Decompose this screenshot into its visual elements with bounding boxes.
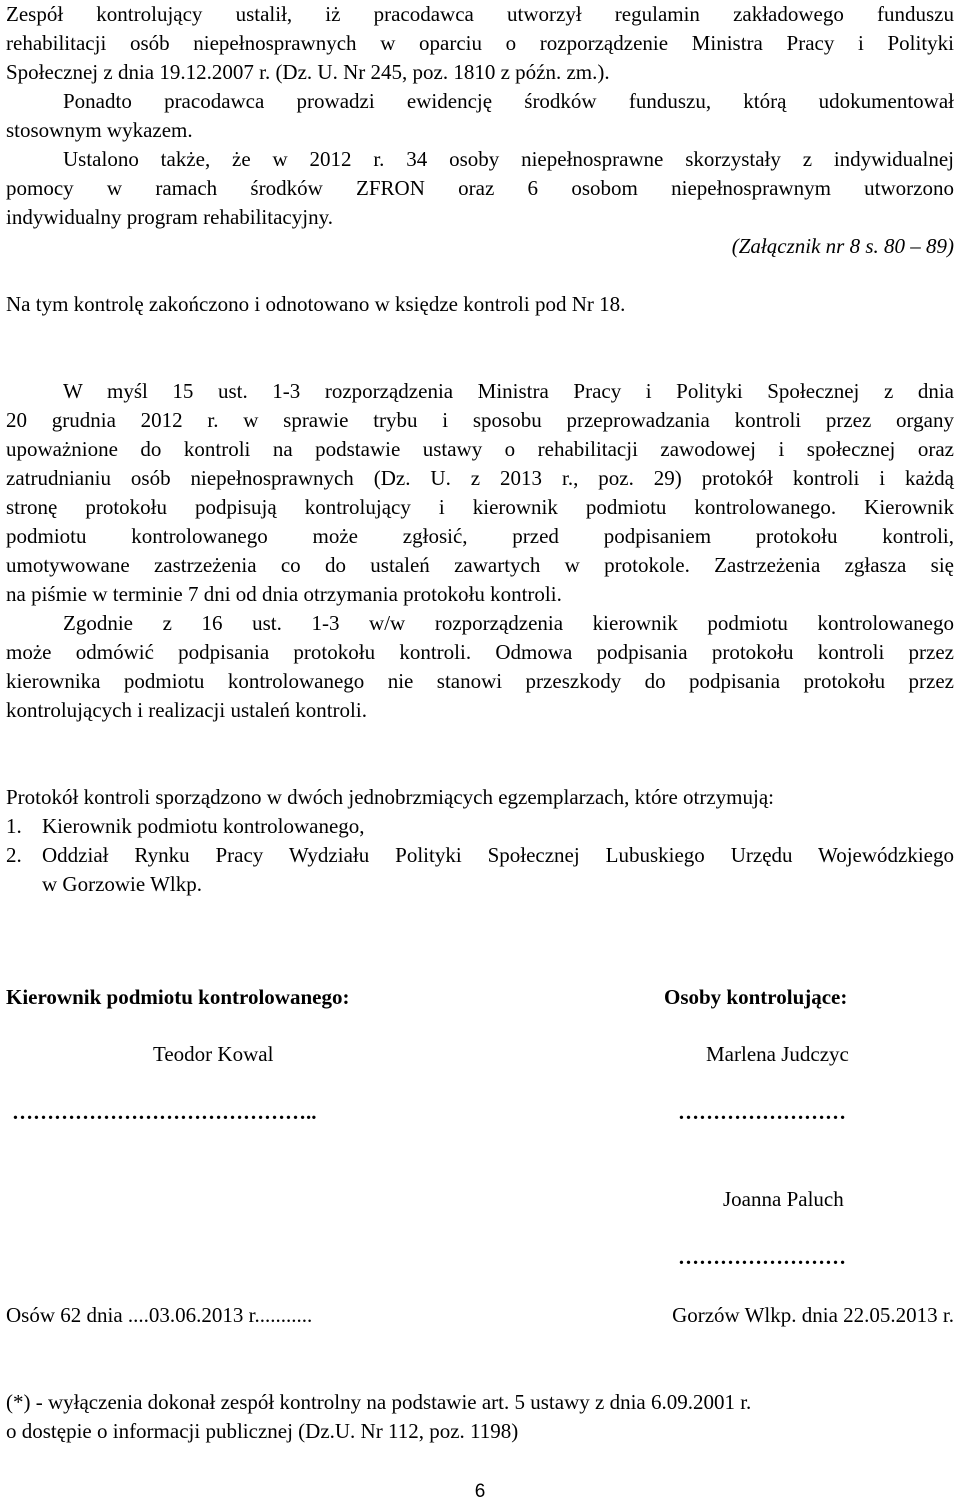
paragraph-line: umotywowane zastrzeżenia co do ustaleń zawartych w protokole. Zastrzeżenia zgłasza się <box>6 553 954 577</box>
list-item-continuation: w Gorzowie Wlkp. <box>42 872 202 896</box>
page-number: 6 <box>474 1481 486 1502</box>
list-item: Kierownik podmiotu kontrolowanego, <box>42 814 365 838</box>
footnote-line: (*) - wyłączenia dokonał zespół kontrolny na podstawie art. 5 ustawy z dnia 6.09.2001 r. <box>6 1390 752 1414</box>
footnote-line: o dostępie o informacji publicznej (Dz.U. Nr 112, poz. 1198) <box>6 1419 519 1443</box>
paragraph-line: Zgodnie z 16 ust. 1-3 w/w rozporządzenia kierownik podmiotu kontrolowanego <box>63 611 954 635</box>
paragraph-line: pomocy w ramach środków ZFRON oraz 6 osobom niepełnosprawnym utworzono <box>6 176 954 200</box>
copies-intro: Protokół kontroli sporządzono w dwóch jednobrzmiących egzemplarzach, które otrzymują: <box>6 785 774 809</box>
list-number: 2. <box>6 843 22 867</box>
paragraph-line: indywidualny program rehabilitacyjny. <box>6 205 333 229</box>
paragraph-line: może odmówić podpisania protokołu kontroli. Odmowa podpisania protokołu kontroli przez <box>6 640 954 664</box>
paragraph-line: kontrolujących i realizacji ustaleń kontroli. <box>6 698 367 722</box>
list-item: Oddział Rynku Pracy Wydziału Polityki Społecznej Lubuskiego Urzędu Wojewódzkiego <box>42 843 954 867</box>
right-signer-name-1: Marlena Judczyc <box>706 1042 849 1066</box>
right-signature-line-2: …………………… <box>678 1245 846 1269</box>
paragraph-line: 20 grudnia 2012 r. w sprawie trybu i sposobu przeprowadzania kontroli przez organy <box>6 408 954 432</box>
paragraph-line: stosownym wykazem. <box>6 118 193 142</box>
paragraph-line: podmiotu kontrolowanego może zgłosić, przed podpisaniem protokołu kontroli, <box>6 524 954 548</box>
paragraph-line: Ustalono także, że w 2012 r. 34 osoby niepełnosprawne skorzystały z indywidualnej <box>63 147 954 171</box>
right-signature-heading: Osoby kontrolujące: <box>664 985 848 1009</box>
paragraph-line: W myśl 15 ust. 1-3 rozporządzenia Ministra Pracy i Polityki Społecznej z dnia <box>63 379 954 403</box>
right-signer-name-2: Joanna Paluch <box>723 1187 844 1211</box>
paragraph-line: rehabilitacji osób niepełnosprawnych w oparciu o rozporządzenie Ministra Pracy i Polityki <box>6 31 954 55</box>
left-signature-heading: Kierownik podmiotu kontrolowanego: <box>6 985 350 1009</box>
paragraph-line: Zespół kontrolujący ustalił, iż pracodawca utworzył regulamin zakładowego funduszu <box>6 2 954 26</box>
attachment-reference: (Załącznik nr 8 s. 80 – 89) <box>731 234 954 258</box>
right-place-date: Gorzów Wlkp. dnia 22.05.2013 r. <box>672 1303 954 1327</box>
list-number: 1. <box>6 814 22 838</box>
left-signer-name: Teodor Kowal <box>153 1042 274 1066</box>
paragraph-line: kierownika podmiotu kontrolowanego nie stanowi przeszkody do podpisania protokołu przez <box>6 669 954 693</box>
paragraph-line: Społecznej z dnia 19.12.2007 r. (Dz. U. Nr 245, poz. 1810 z późn. zm.). <box>6 60 610 84</box>
paragraph-line: stronę protokołu podpisują kontrolujący i kierownik podmiotu kontrolowanego. Kierownik <box>6 495 954 519</box>
paragraph-line: Ponadto pracodawca prowadzi ewidencję środków funduszu, którą udokumentował <box>63 89 954 113</box>
paragraph-line: upoważnione do kontroli na podstawie ustawy o rehabilitacji zawodowej i społecznej oraz <box>6 437 954 461</box>
closing-note: Na tym kontrolę zakończono i odnotowano w księdze kontroli pod Nr 18. <box>6 292 626 316</box>
paragraph-line: zatrudnianiu osób niepełnosprawnych (Dz. U. z 2013 r., poz. 29) protokół kontroli i każdą <box>6 466 954 490</box>
left-signature-line: …………………………………….. <box>12 1100 317 1124</box>
paragraph-line: na piśmie w terminie 7 dni od dnia otrzymania protokołu kontroli. <box>6 582 562 606</box>
left-place-date: Osów 62 dnia ....03.06.2013 r........... <box>6 1303 313 1327</box>
right-signature-line-1: …………………… <box>678 1100 846 1124</box>
